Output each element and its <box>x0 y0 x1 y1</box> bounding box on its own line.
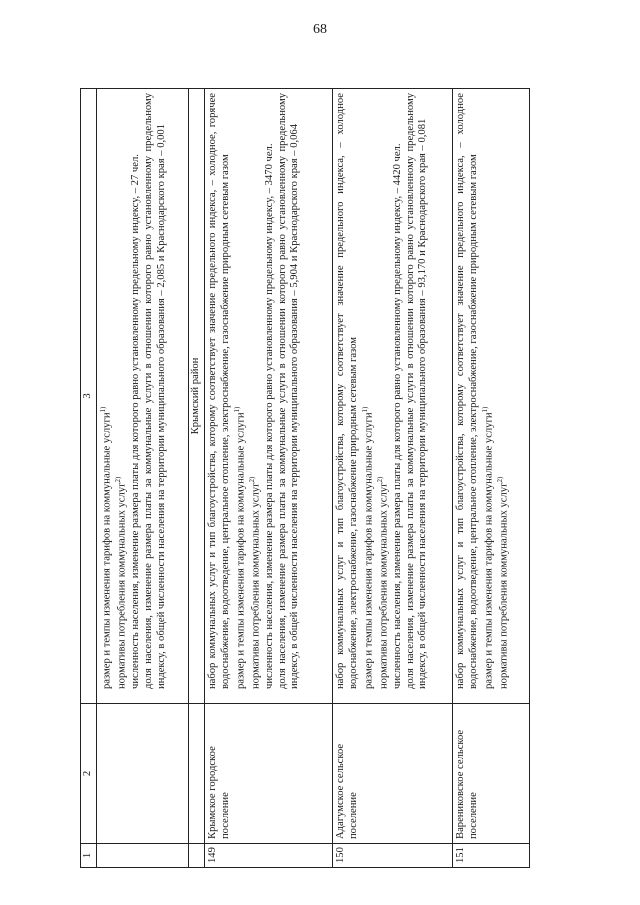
rotated-table-frame <box>80 88 530 868</box>
footnote-1: 1) <box>98 406 107 413</box>
header-row <box>81 89 97 868</box>
tariff-index-table <box>80 88 530 868</box>
share-line: доля населения, изменение размера платы за коммунальные услуги в отношении которого равно установленному предельному индексу, в общей численности населения на территории муниципального образования – 2,085 и Краснодарского края – 0,001 <box>142 93 167 689</box>
norms-line: нормативы потребления коммунальных услуг$^{2)}$ <box>248 476 262 689</box>
continuation-row <box>96 89 188 868</box>
share-line: доля населения, изменение размера платы за коммунальные услуги в отношении которого равно установленному предельному индексу, в общей численности населения на территории муниципального образования – 93,170 и Краснодарского края – 0,081 <box>404 93 429 689</box>
tariffs-line: размер и темпы изменения тарифов на коммунальные услуги$^{1)}$ <box>232 406 247 689</box>
district-name: Крымский район <box>188 89 204 704</box>
row-number: 149 <box>204 844 332 868</box>
continuation-num <box>96 844 188 868</box>
row-number: 150 <box>332 844 452 868</box>
row-content <box>204 89 332 704</box>
continuation-name <box>96 704 188 844</box>
row-number: 151 <box>452 844 529 868</box>
settlement-name: Крымское городское поселение <box>204 704 332 844</box>
header-col-2: 2 <box>81 704 97 844</box>
tariffs-line: размер и темпы изменения тарифов на коммунальные услуги$^{1)}$ <box>98 406 113 689</box>
tariffs-line: размер и темпы изменения тарифов на коммунальные услуги$^{1)}$ <box>480 406 495 689</box>
settlement-name: Варениковское сельское поселение <box>452 704 529 844</box>
population-line: численность населения, изменение размера платы для которого равно установленному предельному индексу, – 4420 чел. <box>391 143 403 689</box>
settlement-name: Адагумское сельское поселение <box>332 704 452 844</box>
services-line: набор коммунальных услуг и тип благоустройства, которому соответствует значение предельного индекса, – холодное водоснабжение, водоотведение, центральное отопление, электроснабжение, газоснабжение природным сетевым газом <box>454 93 479 689</box>
footnote-2: 2) <box>114 476 123 483</box>
row-content <box>332 89 452 704</box>
population-line: численность населения, изменение размера платы для которого равно установленному предельному индексу, – 3470 чел. <box>263 143 275 689</box>
table-row <box>452 89 529 868</box>
continuation-content <box>96 89 188 704</box>
services-line: набор коммунальных услуг и тип благоустройства, которому соответствует значение предельного индекса, – холодное водоснабжение, электроснабжение, газоснабжение природным сетевым газом <box>334 93 359 689</box>
row-content <box>452 89 529 704</box>
table-row <box>332 89 452 868</box>
district-row <box>188 89 204 868</box>
tariffs-line: размер и темпы изменения тарифов на коммунальные услуги$^{1)}$ <box>360 406 375 689</box>
norms-line: нормативы потребления коммунальных услуг$^{2)}$ <box>114 476 128 689</box>
norms-line: нормативы потребления коммунальных услуг$^{2)}$ <box>496 476 510 689</box>
population-line: численность населения, изменение размера платы для которого равно установленному предельному индексу, – 27 чел. <box>129 154 141 689</box>
header-col-3: 3 <box>81 89 97 704</box>
share-line: доля населения, изменение размера платы за коммунальные услуги в отношении которого равно установленному предельному индексу, в общей численности населения на территории муниципального образования – 5,904 и Краснодарского края – 0,064 <box>276 93 301 689</box>
header-col-1: 1 <box>81 844 97 868</box>
services-line: набор коммунальных услуг и тип благоустройства, которому соответствует значение предельного индекса, – холодное, горячее водоснабжение, водоотведение, центральное отопление, электроснабжение, газоснабжение природным сетевым газом <box>206 93 231 689</box>
page-number: 68 <box>313 22 327 37</box>
table-row <box>204 89 332 868</box>
norms-line: нормативы потребления коммунальных услуг$^{2)}$ <box>376 476 390 689</box>
